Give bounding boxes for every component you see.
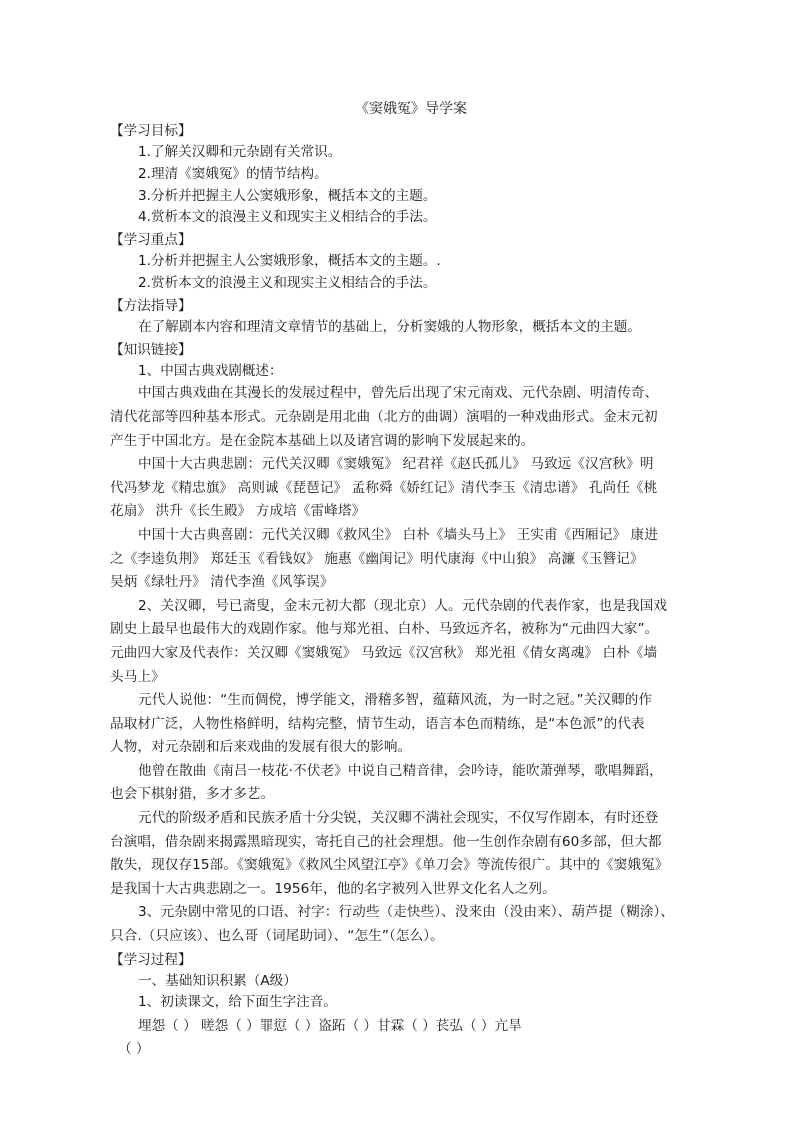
objectives-heading: 【学习目标】 [110, 123, 192, 139]
text-line: 只合.（只应该）、也么哥（词尾助词）、“怎生”（怎么）。 [110, 928, 444, 945]
knowledge-paragraph [110, 760, 690, 807]
focus-heading: 【学习重点】 [110, 232, 192, 249]
objective-item: 4.赏析本文的浪漫主义和现实主义相结合的手法。 [138, 209, 437, 226]
objective-item: 1.了解关汉卿和元杂剧有关常识。 [138, 144, 342, 160]
text-line: 之《李逵负荆》 郑廷玉《看钱奴》 施惠《幽闺记》明代康海《中山狼》 高濂《玉簪记》 [110, 550, 644, 567]
knowledge-paragraph [110, 524, 690, 595]
text-line: 也会下棋射猎，多才多艺。 [110, 786, 275, 803]
pinyin-fill-row-end: （ ） [118, 1041, 150, 1058]
process-heading: 【学习过程】 [110, 951, 192, 968]
text-line: 代冯梦龙《精忠旗》 高则诚《琵琶记》 孟称舜《娇红记》清代李玉《清忠谱》 孔尚任《桃 [110, 479, 658, 496]
text-line: 吴炳《绿牡丹》 清代李渔《风筝误》 [110, 574, 334, 591]
text-line: 元代的阶级矛盾和民族矛盾十分尖锐，关汉卿不满社会现实，不仅写作剧本，有时还登 [138, 810, 659, 827]
process-instruction: 1、初读课文，给下面生字注音。 [138, 994, 337, 1011]
focus-item: 1.分析并把握主人公窦娥形象，概括本文的主题。. [138, 253, 441, 270]
text-line: 剧史上最早也最伟大的戏剧作家。他与郑光祖、白朴、马致远齐名，被称为“元曲四大家”。 [110, 621, 659, 638]
text-line: 头马上》 [110, 668, 165, 685]
knowledge-paragraph [110, 453, 690, 524]
pinyin-fill-row: 埋怨（ ） 嗟怨（ ）罪愆（ ）盗跖（ ）甘霖（ ）苌弘（ ）亢旱 [138, 1018, 522, 1035]
process-subheading: 一、基础知识积累（A级） [138, 972, 297, 989]
knowledge-heading: 【知识链接】 [110, 341, 192, 358]
text-line: 他曾在散曲《南吕一枝花·不伏老》中说自己精音律，会吟诗，能吹萧弹琴，歌唱舞蹈， [138, 762, 663, 779]
page-title: 《窦娥冤》导学案 [355, 101, 467, 117]
text-line: 中国古典戏曲在其漫长的发展过程中，曾先后出现了宋元南戏、元代杂剧、明清传奇、 [138, 385, 659, 402]
knowledge-paragraph [110, 689, 690, 760]
text-line: 元代人说他：“生而倜傥，博学能文，滑稽多智，蕴藉风流，为一时之冠。”关汉卿的作 [138, 692, 653, 709]
text-line: 是我国十大古典悲剧之一。1956年，他的名字被列入世界文化名人之列。 [110, 880, 556, 897]
text-line: 花扇》 洪升《长生殿》 方成培《雷峰塔》 [110, 503, 366, 520]
text-line: 人物，对元杂剧和后来戏曲的发展有很大的影响。 [110, 739, 412, 756]
document-page [110, 98, 690, 1060]
text-line: 品取材广泛，人物性格鲜明，结构完整，情节生动，语言本色而精练，是“本色派”的代表 [110, 715, 645, 732]
text-line: 产生于中国北方。是在金院本基础上以及诸宫调的影响下发展起来的。 [110, 432, 535, 449]
knowledge-paragraph [110, 595, 690, 689]
text-line: 2、关汉卿，号已斋叟，金末元初大都（现北京）人。元代杂剧的代表作家，也是我国戏 [138, 597, 668, 614]
text-line: 元曲四大家及代表作：关汉卿《窦娥冤》 马致远《汉宫秋》 郑光祖《倩女离魂》 白朴《墙 [110, 644, 658, 661]
objective-item: 2.理清《窦娥冤》的情节结构。 [138, 165, 328, 182]
knowledge-paragraph [110, 807, 690, 901]
objective-item: 3.分析并把握主人公窦娥形象，概括本文的主题。 [138, 187, 437, 204]
knowledge-paragraph [110, 901, 690, 948]
focus-item: 2.赏析本文的浪漫主义和现实主义相结合的手法。 [138, 274, 437, 291]
knowledge-subtitle: 1、中国古典戏剧概述： [138, 362, 283, 379]
text-line: 台演唱，借杂剧来揭露黑暗现实，寄托自己的社会理想。他一生创作杂剧有60多部，但大都 [110, 833, 662, 850]
knowledge-paragraph [110, 382, 690, 453]
method-text: 在了解剧本内容和理清文章情节的基础上，分析窦娥的人物形象，概括本文的主题。 [138, 318, 641, 335]
text-line: 中国十大古典喜剧：元代关汉卿《救风尘》 白朴《墙头马上》 王实甫《西厢记》 康进 [138, 526, 658, 543]
text-line: 散失，现仅存15部。《窦娥冤》《救风尘风望江亭》《单刀会》等流传很广。其中的《窦娥冤》 [110, 857, 669, 874]
text-line: 3、元杂剧中常见的口语、衬字：行动些（走快些）、没来由（没由来）、葫芦提（糊涂）、 [138, 904, 675, 921]
text-line: 中国十大古典悲剧：元代关汉卿《窦娥冤》 纪君祥《赵氏孤儿》 马致远《汉宫秋》明 [138, 456, 654, 473]
text-line: 清代花部等四种基本形式。元杂剧是用北曲（北方的曲调）演唱的一种戏曲形式。金末元初 [110, 408, 658, 425]
method-heading: 【方法指导】 [110, 297, 192, 314]
